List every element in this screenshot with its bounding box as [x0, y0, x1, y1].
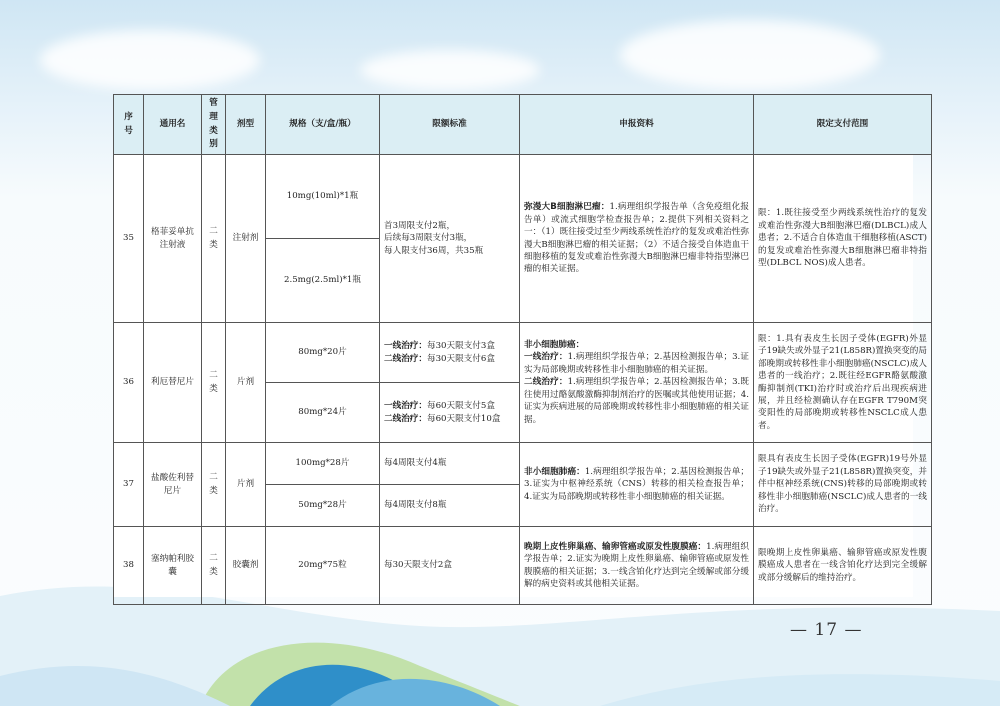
cell-category: 二类: [202, 323, 226, 443]
header-name: 通用名: [144, 95, 202, 155]
page-number: — 17 —: [790, 620, 863, 640]
indication-label: 非小细胞肺癌：: [524, 339, 585, 350]
cell-quota: 每4周限支付8瓶: [380, 485, 520, 527]
header-form: 剂型: [226, 95, 266, 155]
drug-payment-table: [113, 94, 932, 605]
cell-spec: 10mg(10ml)*1瓶: [266, 155, 380, 239]
cell-scope: 限晚期上皮性卵巢癌、输卵管癌或原发性腹膜癌成人患者在一线含铂化疗达到完全缓解或部分缓解后的维持治疗。: [754, 527, 932, 605]
cell-quota: 每4周限支付4瓶: [380, 443, 520, 485]
quota-line: 二线治疗：每30天限支付6盒: [384, 353, 495, 364]
header-seq: 序号: [114, 95, 144, 155]
table-row: [114, 155, 932, 239]
cell-quota: 每30天限支付2盒: [380, 527, 520, 605]
table-header-row: [114, 95, 932, 155]
cell-scope: 限：1.具有表皮生长因子受体(EGFR)外显子19缺失或外显子21(L858R)置换突变的局部晚期或转移性非小细胞肺癌(NSCLC)成人患者的一线治疗；2.既往经EGFR酪氨酸激酶抑制剂(TKI)治疗时或治疗后出现疾病进展，并且经检测确认存在EGFR T790M突变阳性的局部晚期或转移性NSCLC成人患者。: [754, 323, 932, 443]
header-quota: 限额标准: [380, 95, 520, 155]
cell-seq: 38: [114, 527, 144, 605]
indication-label: 非小细胞肺癌：: [524, 466, 585, 477]
cell-spec: 80mg*24片: [266, 383, 380, 443]
cell-scope: 限：1.既往接受至少两线系统性治疗的复发或难治性弥漫大B细胞淋巴瘤(DLBCL)成人患者；2.不适合自体造血干细胞移植(ASCT)的复发或难治性弥漫大B细胞淋巴瘤非特指型(DLBCL NOS)成人患者。: [754, 155, 932, 323]
cell-spec: 50mg*28片: [266, 485, 380, 527]
cell-seq: 37: [114, 443, 144, 527]
quota-line: 二线治疗：每60天限支付10盒: [384, 413, 501, 424]
line-label: 一线治疗：: [524, 352, 568, 363]
header-scope: 限定支付范围: [754, 95, 932, 155]
cell-seq: 36: [114, 323, 144, 443]
cell-spec: 20mg*75粒: [266, 527, 380, 605]
cell-drug-name: 利厄替尼片: [144, 323, 202, 443]
cell-form: 片剂: [226, 443, 266, 527]
cell-drug-name: 格菲妥单抗注射液: [144, 155, 202, 323]
cell-drug-name: 盐酸佐利替尼片: [144, 443, 202, 527]
cell-scope: 限具有表皮生长因子受体(EGFR)19号外显子19缺失或外显子21(L858R)置换突变，并伴中枢神经系统(CNS)转移的局部晚期或转移性非小细胞肺癌(NSCLC)成人患者的一线治疗。: [754, 443, 932, 527]
cell-quota: [380, 383, 520, 443]
table-row: [114, 323, 932, 383]
header-spec: 规格（支/盒/瓶）: [266, 95, 380, 155]
apply-text: 1.病理组织学报告单；2.基因检测报告单；3.证实为局部晚期或转移性非小细胞肺癌的相关证据。: [524, 352, 749, 375]
cell-quota: [380, 323, 520, 383]
indication-label: 弥漫大B细胞淋巴瘤：: [524, 202, 610, 213]
indication-label: 晚期上皮性卵巢癌、输卵管癌或原发性腹膜癌：: [524, 541, 707, 552]
cell-apply: [520, 323, 754, 443]
cell-apply: [520, 443, 754, 527]
cell-category: 二类: [202, 527, 226, 605]
cell-apply: [520, 527, 754, 605]
table-row: [114, 527, 932, 605]
quota-line: 一线治疗：每60天限支付5盒: [384, 401, 495, 412]
quota-line: 一线治疗：每30天限支付3盒: [384, 341, 495, 352]
apply-text: 1.病理组织学报告单（含免疫组化报告单）或流式细胞学检查报告单；2.提供下列相关资料之一：（1）既往接受过至少两线系统性治疗的复发或难治性弥漫大B细胞淋巴瘤的相关证据；（2）不适合接受自体造血干细胞移植的复发或难治性弥漫大B细胞淋巴瘤非特指型淋巴瘤的相关证据。: [524, 202, 749, 275]
apply-text: 1.病理组织学报告单；2.基因检测报告单；3.既往使用过酪氨酸激酶抑制剂治疗的医嘱或其他使用证据；4.证实为疾病进展的局部晚期或转移性非小细胞肺癌的相关证据。: [524, 377, 749, 425]
cell-spec: 80mg*20片: [266, 323, 380, 383]
line-label: 二线治疗：: [524, 377, 568, 388]
quota-line: 首3周限支付2瓶，: [384, 220, 456, 231]
apply-text: 1.病理组织学报告单；2.证实为晚期上皮性卵巢癌、输卵管癌或原发性腹膜癌的相关证据；3.一线含铂化疗达到完全缓解或部分缓解的病史资料或其他相关证据。: [524, 541, 749, 589]
cell-seq: 35: [114, 155, 144, 323]
apply-text: 1.病理组织学报告单；2.基因检测报告单；3.证实为中枢神经系统（CNS）转移的相关检查报告单；4.证实为局部晚期或转移性非小细胞肺癌的相关证据。: [524, 466, 749, 502]
cell-category: 二类: [202, 443, 226, 527]
cell-form: 注射剂: [226, 155, 266, 323]
cell-form: 胶囊剂: [226, 527, 266, 605]
cell-apply: [520, 155, 754, 323]
header-category: 管理类别: [202, 95, 226, 155]
cell-spec: 2.5mg(2.5ml)*1瓶: [266, 239, 380, 323]
quota-line: 后续每3周限支付3瓶，: [384, 233, 473, 244]
cell-category: 二类: [202, 155, 226, 323]
cloud-decoration: [360, 50, 540, 90]
cell-quota: [380, 155, 520, 323]
header-apply: 申报资料: [520, 95, 754, 155]
cloud-decoration: [40, 30, 260, 90]
cloud-decoration: [620, 20, 880, 90]
table-row: [114, 443, 932, 485]
cell-form: 片剂: [226, 323, 266, 443]
policy-document-page: [113, 94, 927, 597]
quota-line: 每人限支付36周，共35瓶: [384, 245, 484, 256]
cell-spec: 100mg*28片: [266, 443, 380, 485]
cell-drug-name: 塞纳帕利胶囊: [144, 527, 202, 605]
